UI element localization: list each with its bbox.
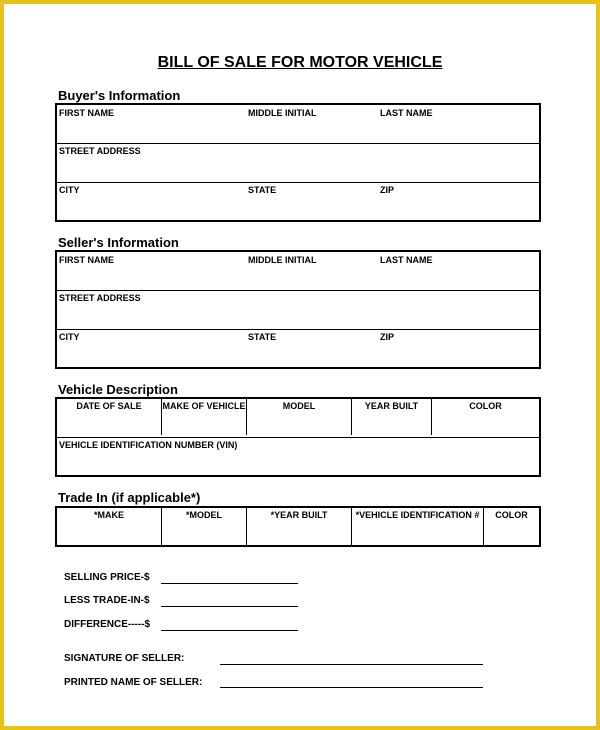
seller-street-address-field[interactable]: STREET ADDRESS bbox=[59, 293, 141, 303]
difference-line[interactable] bbox=[161, 630, 298, 631]
selling-price-line[interactable] bbox=[161, 583, 298, 584]
vehicle-date-of-sale-field[interactable]: DATE OF SALE bbox=[76, 401, 142, 411]
buyer-zip-field[interactable]: ZIP bbox=[380, 185, 395, 195]
buyer-city-field[interactable]: CITY bbox=[59, 185, 80, 195]
seller-state-field[interactable]: STATE bbox=[248, 332, 277, 342]
trade-in-year-built-field[interactable]: *YEAR BUILT bbox=[270, 510, 328, 520]
trade-in-color-field[interactable]: COLOR bbox=[495, 510, 528, 520]
seller-city-field[interactable]: CITY bbox=[59, 332, 80, 342]
difference-label: DIFFERENCE-----$ bbox=[64, 619, 151, 630]
vehicle-model-field[interactable]: MODEL bbox=[282, 401, 316, 411]
vehicle-row-divider bbox=[57, 437, 539, 438]
buyer-row-divider-2 bbox=[57, 182, 539, 183]
buyer-first-name-field[interactable]: FIRST NAME bbox=[59, 108, 114, 118]
vehicle-section-heading: Vehicle Description bbox=[58, 382, 178, 397]
vehicle-make-field[interactable]: MAKE OF VEHICLE bbox=[162, 401, 246, 411]
vehicle-color-field[interactable]: COLOR bbox=[469, 401, 502, 411]
seller-row-divider-2 bbox=[57, 329, 539, 330]
seller-row-divider-1 bbox=[57, 290, 539, 291]
seller-zip-field[interactable]: ZIP bbox=[380, 332, 395, 342]
buyer-row-divider-1 bbox=[57, 143, 539, 144]
seller-middle-initial-field[interactable]: MIDDLE INITIAL bbox=[248, 255, 317, 265]
vehicle-year-built-field[interactable]: YEAR BUILT bbox=[364, 401, 419, 411]
less-trade-in-line[interactable] bbox=[161, 606, 298, 607]
buyer-middle-initial-field[interactable]: MIDDLE INITIAL bbox=[248, 108, 317, 118]
seller-section-heading: Seller's Information bbox=[58, 235, 179, 250]
vehicle-vin-field[interactable]: VEHICLE IDENTIFICATION NUMBER (VIN) bbox=[59, 440, 238, 450]
signature-of-seller-label: SIGNATURE OF SELLER: bbox=[64, 653, 185, 664]
less-trade-in-label: LESS TRADE-IN-$ bbox=[64, 595, 150, 606]
document-title: BILL OF SALE FOR MOTOR VEHICLE bbox=[157, 54, 443, 71]
buyer-info-box bbox=[55, 103, 541, 222]
seller-info-box bbox=[55, 250, 541, 369]
trade-in-model-field[interactable]: *MODEL bbox=[186, 510, 222, 520]
seller-first-name-field[interactable]: FIRST NAME bbox=[59, 255, 114, 265]
trade-in-make-field[interactable]: *MAKE bbox=[93, 510, 124, 520]
selling-price-label: SELLING PRICE-$ bbox=[64, 572, 150, 583]
printed-name-of-seller-label: PRINTED NAME OF SELLER: bbox=[64, 677, 203, 688]
trade-in-section-heading: Trade In (if applicable*) bbox=[58, 490, 201, 505]
trade-in-box bbox=[55, 506, 541, 547]
buyer-state-field[interactable]: STATE bbox=[248, 185, 277, 195]
printed-name-of-seller-line[interactable] bbox=[220, 687, 483, 688]
vehicle-description-box bbox=[55, 397, 541, 477]
buyer-section-heading: Buyer's Information bbox=[58, 88, 181, 103]
buyer-last-name-field[interactable]: LAST NAME bbox=[380, 108, 433, 118]
trade-in-vin-field[interactable]: *VEHICLE IDENTIFICATION # bbox=[355, 510, 480, 520]
signature-of-seller-line[interactable] bbox=[220, 664, 483, 665]
buyer-street-address-field[interactable]: STREET ADDRESS bbox=[59, 146, 141, 156]
seller-last-name-field[interactable]: LAST NAME bbox=[380, 255, 433, 265]
